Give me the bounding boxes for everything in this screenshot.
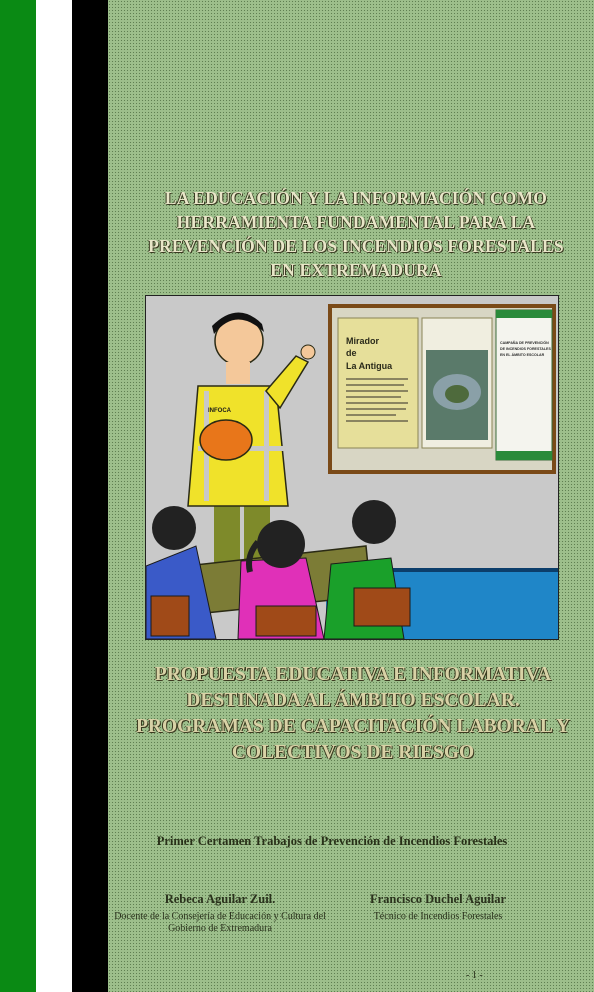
svg-text:DE INCENDIOS FORESTALES: DE INCENDIOS FORESTALES <box>500 347 551 351</box>
page-number: - 1 - <box>466 970 483 981</box>
classroom-scene <box>146 296 558 639</box>
author-2-role: Técnico de Incendios Forestales <box>373 911 503 922</box>
document-title: LA EDUCACIÓN Y LA INFORMACIÓN COMO HERRAMIENTA FUNDAMENTAL PARA LA PREVENCIÓN DE LOS INCENDIOS FORESTALES EN EXTREMADURA <box>148 188 564 280</box>
svg-text:CAMPAÑA DE PREVENCIÓN: CAMPAÑA DE PREVENCIÓN <box>500 341 549 345</box>
author-1-name: Rebeca Aguilar Zuil. <box>164 892 276 906</box>
green-stripe <box>0 0 36 992</box>
black-stripe <box>72 0 108 992</box>
svg-text:EN EL ÁMBITO ESCOLAR: EN EL ÁMBITO ESCOLAR <box>500 353 545 357</box>
contest-line: Primer Certamen Trabajos de Prevención de Incendios Forestales <box>156 834 508 848</box>
svg-text:Mirador: Mirador <box>346 336 380 346</box>
document-subtitle: PROPUESTA EDUCATIVA E INFORMATIVA DESTINADA AL ÁMBITO ESCOLAR. PROGRAMAS DE CAPACITACIÓN LABORAL Y COLECTIVOS DE RIESGO <box>135 664 571 763</box>
author-2-name: Francisco Duchel Aguilar <box>369 892 507 906</box>
white-stripe <box>36 0 72 992</box>
brochure <box>496 310 552 460</box>
svg-text:La Antigua: La Antigua <box>346 361 393 371</box>
classroom-illustration <box>145 295 559 640</box>
author-1-role: Docente de la Consejería de Educación y Cultura del Gobierno de Extremadura <box>114 911 326 934</box>
author-2 <box>336 892 540 923</box>
svg-text:de: de <box>346 348 357 358</box>
author-1 <box>112 892 328 935</box>
svg-text:INFOCA: INFOCA <box>208 408 231 414</box>
